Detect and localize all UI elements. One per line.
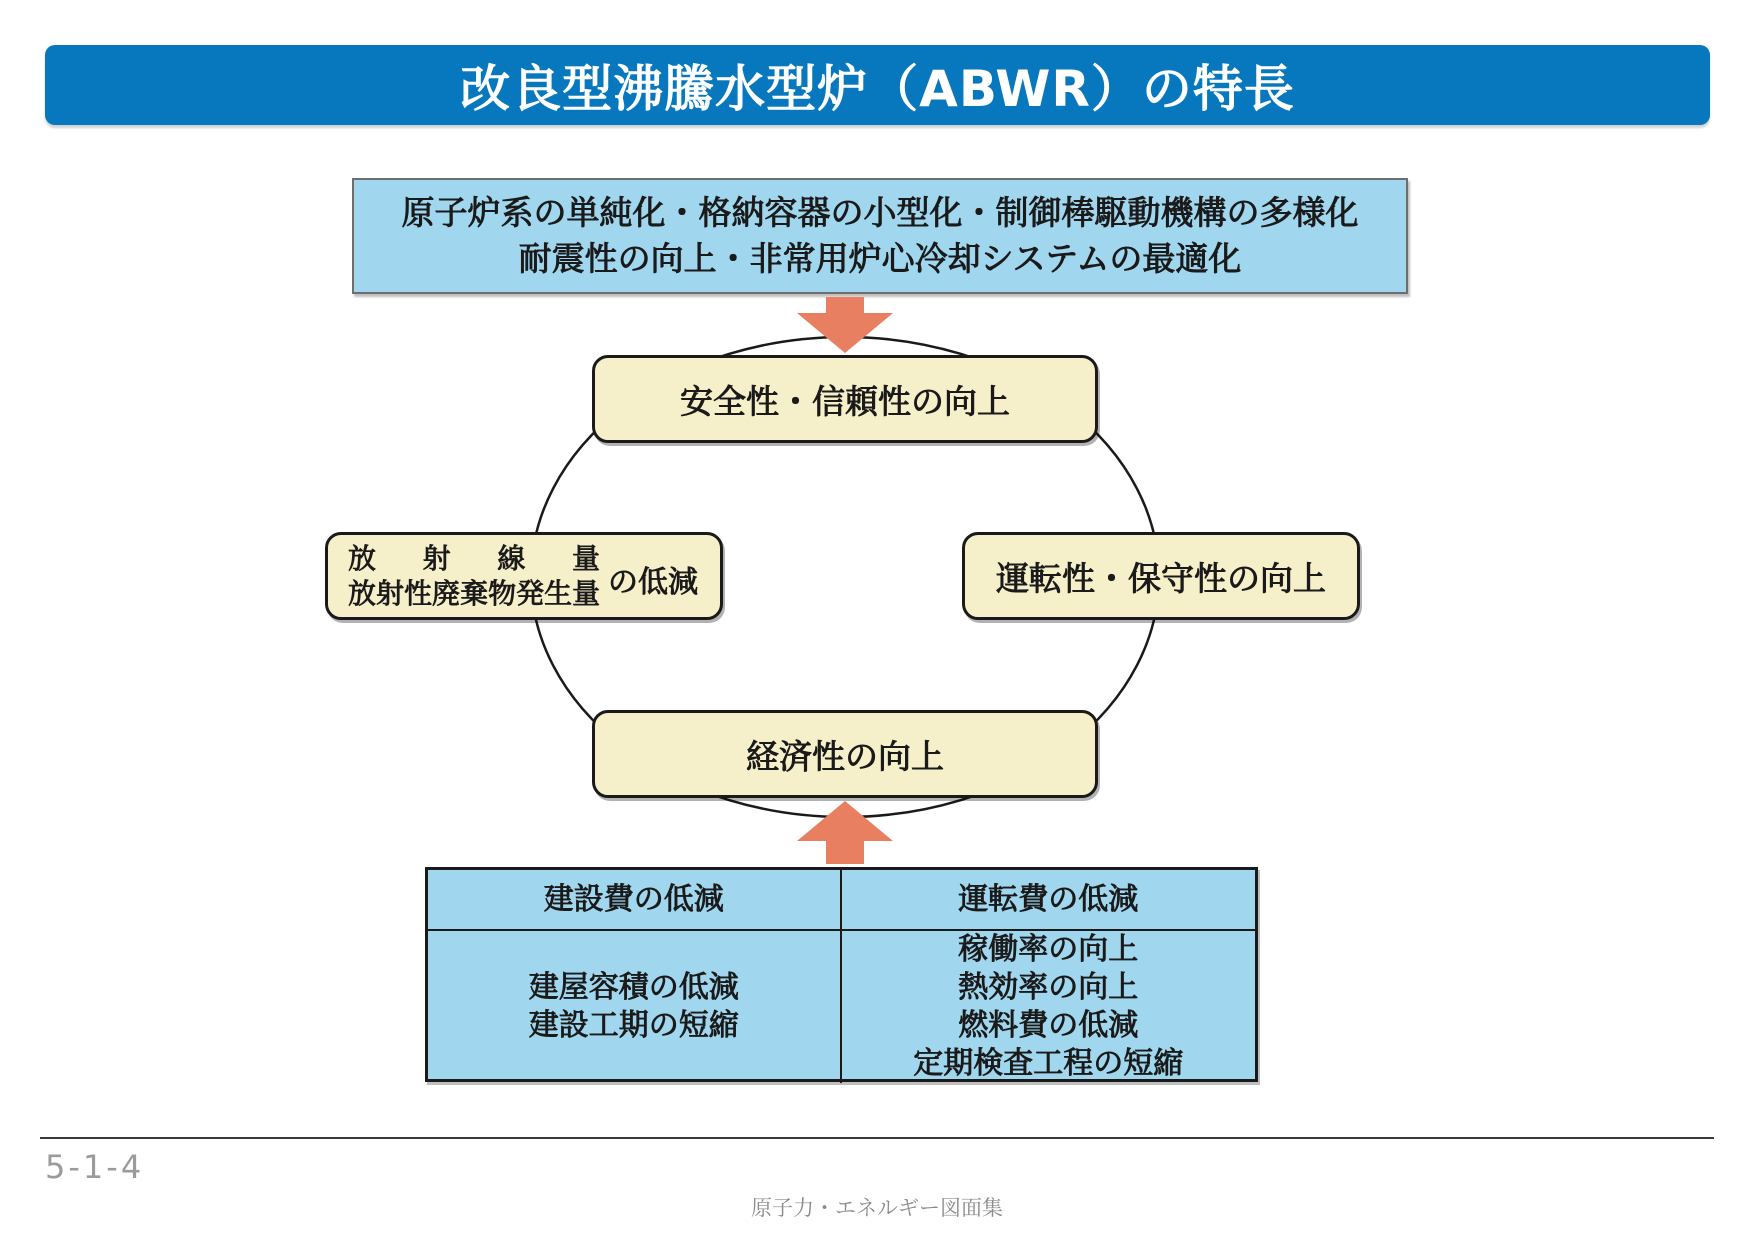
radiation-line-1: 放 射 線 量	[348, 542, 600, 575]
radiation-suffix: の低減	[608, 565, 698, 600]
cycle-box-safety-label: 安全性・信頼性の向上	[680, 381, 1010, 421]
cycle-box-radiation	[325, 532, 723, 620]
table-header-operation-cost: 運転費の低減	[842, 870, 1256, 931]
cycle-box-economy	[592, 710, 1098, 798]
cycle-box-safety	[592, 355, 1098, 443]
economy-table	[425, 867, 1258, 1082]
page-number: 5-1-4	[45, 1148, 145, 1186]
summary-line-2: 耐震性の向上・非常用炉心冷却システムの最適化	[518, 239, 1242, 278]
down-arrow-icon	[797, 297, 893, 353]
operation-item: 稼働率の向上	[958, 932, 1139, 967]
construction-item: 建屋容積の低減	[528, 970, 739, 1005]
construction-item: 建設工期の短縮	[528, 1008, 739, 1043]
page-title: 改良型沸騰水型炉（ABWR）の特長	[460, 60, 1295, 118]
radiation-line-2: 放 射 性 廃 棄 物 発 生 量	[348, 577, 601, 610]
cycle-box-operability	[962, 532, 1360, 620]
operation-item: 燃料費の低減	[958, 1008, 1139, 1043]
source-caption: 原子力・エネルギー図面集	[751, 1196, 1003, 1220]
operation-item: 定期検査工程の短縮	[913, 1046, 1184, 1081]
table-cell-construction-items	[428, 931, 842, 1083]
cycle-box-economy-label: 経済性の向上	[746, 736, 944, 776]
summary-line-1: 原子炉系の単純化・格納容器の小型化・制御棒駆動機構の多様化	[401, 193, 1359, 232]
cycle-box-operability-label: 運転性・保守性の向上	[996, 558, 1326, 598]
operation-item: 熱効率の向上	[958, 970, 1139, 1005]
table-cell-operation-items	[842, 931, 1256, 1083]
table-header-construction-cost: 建設費の低減	[428, 870, 842, 931]
up-arrow-icon	[797, 801, 893, 864]
radiation-lines	[348, 541, 600, 611]
